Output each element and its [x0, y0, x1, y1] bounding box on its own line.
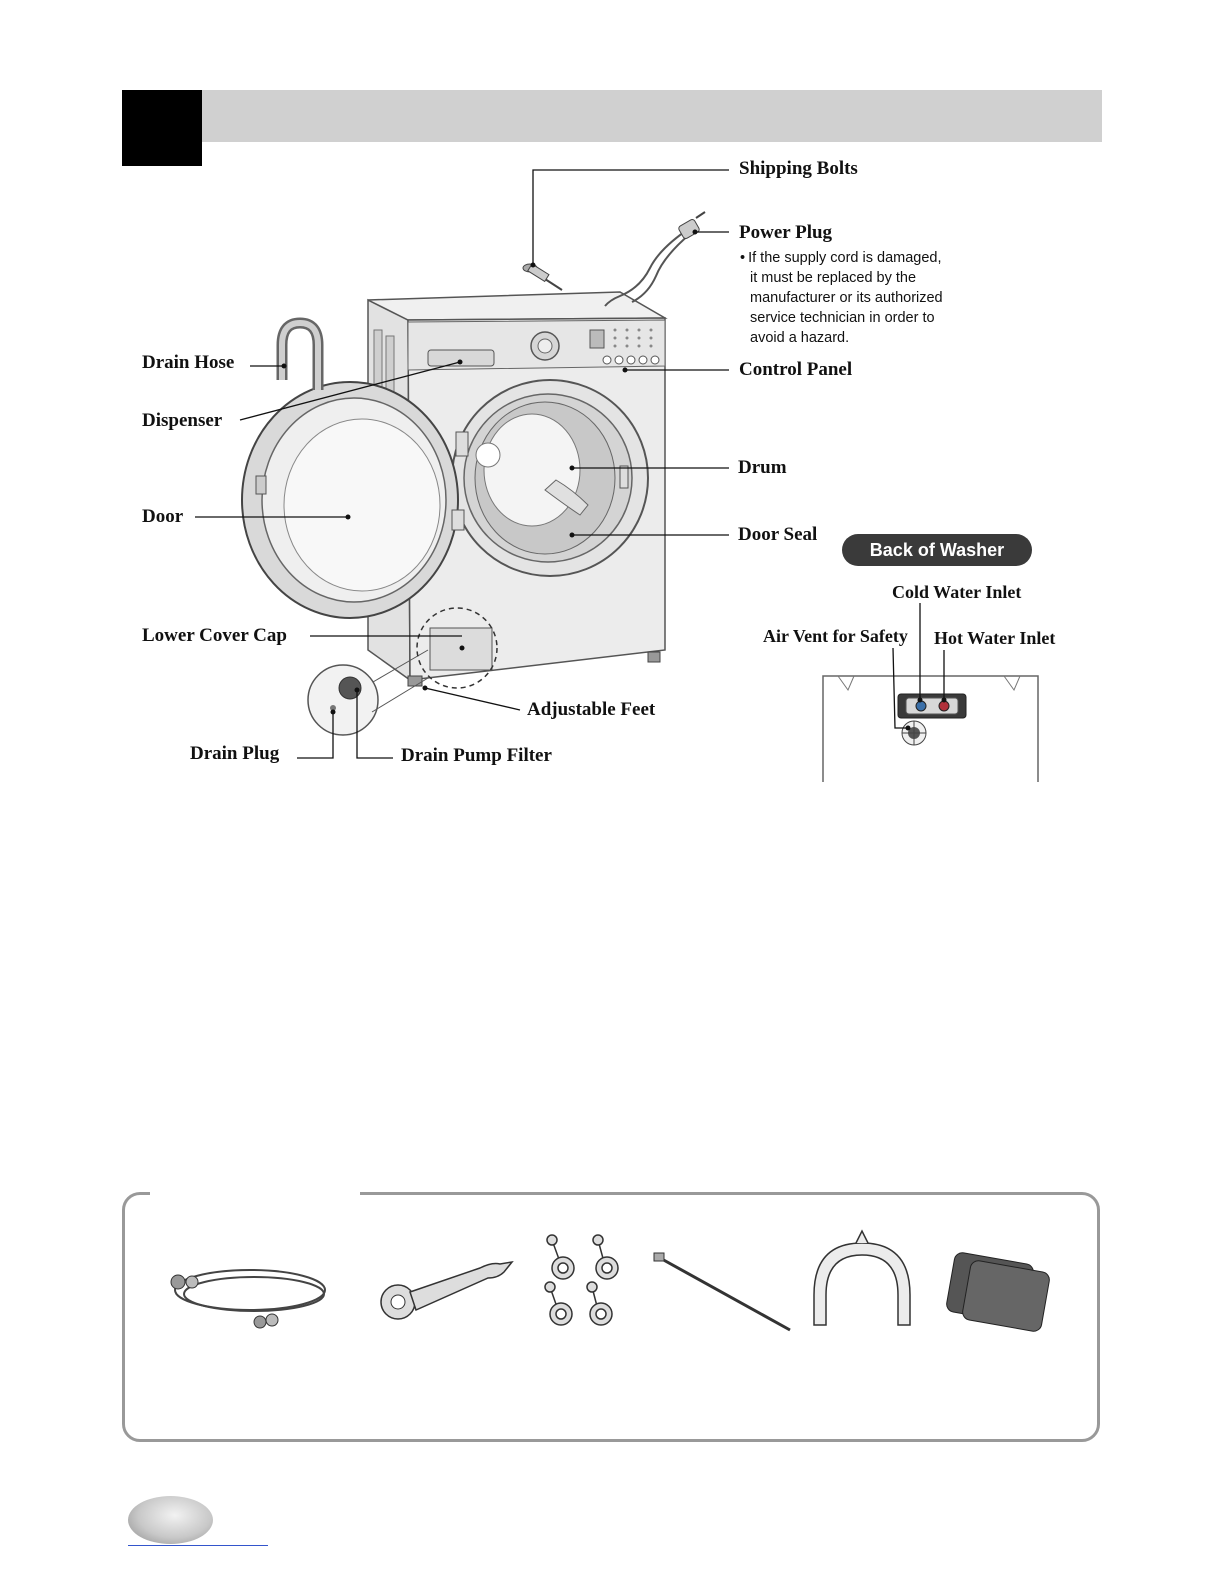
- back-of-washer-illustration: [823, 676, 1038, 782]
- back-of-washer-badge: Back of Washer: [842, 534, 1032, 566]
- drain-plug-label: Drain Plug: [190, 743, 280, 764]
- door-label: Door: [142, 506, 184, 527]
- note-line-4: service technician in order to: [750, 310, 935, 326]
- accessories-box: [122, 1192, 1100, 1442]
- note-line-3: manufacturer or its authorized: [750, 290, 943, 306]
- hot-water-inlet-label: Hot Water Inlet: [934, 628, 1056, 648]
- footer-link-line: [128, 1545, 268, 1546]
- control-panel-label: Control Panel: [739, 359, 853, 380]
- bullet-icon: •: [740, 250, 746, 266]
- power-plug-note: [740, 248, 970, 348]
- note-line-5: avoid a hazard.: [750, 330, 850, 346]
- dispenser-label: Dispenser: [142, 410, 223, 431]
- drain-hose-label: Drain Hose: [142, 352, 235, 373]
- cold-water-inlet-label: Cold Water Inlet: [892, 582, 1022, 602]
- note-line-1: • If the supply cord is damaged,: [740, 250, 942, 266]
- drain-pump-filter-label: Drain Pump Filter: [401, 745, 552, 766]
- note-line-2: it must be replaced by the: [750, 270, 917, 286]
- lower-cover-cap-label: Lower Cover Cap: [142, 625, 287, 646]
- door-seal-label: Door Seal: [738, 524, 818, 545]
- shipping-bolts-label: Shipping Bolts: [739, 158, 858, 179]
- air-vent-label: Air Vent for Safety: [763, 626, 908, 646]
- power-plug-label: Power Plug: [739, 222, 833, 243]
- adjustable-feet-label: Adjustable Feet: [527, 699, 656, 720]
- shipping-bolt-illustration: [523, 264, 562, 290]
- drum-label: Drum: [738, 457, 787, 478]
- page-number-oval: [128, 1496, 213, 1544]
- accessories-title-gap: [150, 1186, 360, 1196]
